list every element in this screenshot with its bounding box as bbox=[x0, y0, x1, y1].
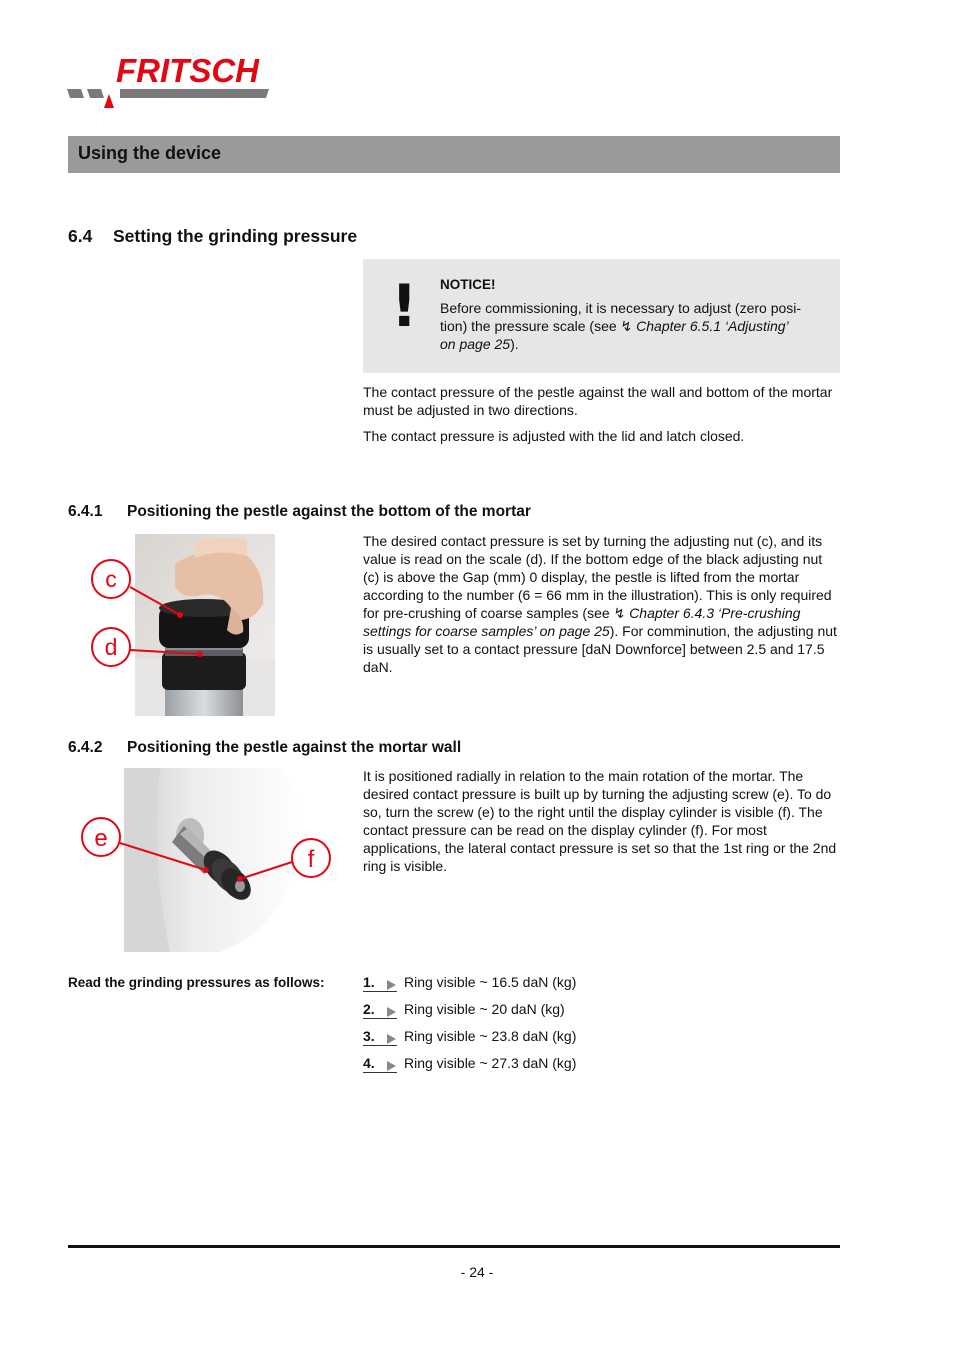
notice-title: NOTICE! bbox=[440, 277, 496, 292]
heading-6-4-2-title: Positioning the pestle against the mortar wall bbox=[127, 739, 462, 756]
figure-2-callouts bbox=[80, 815, 335, 885]
page-number: - 24 - bbox=[460, 1264, 494, 1280]
steps-label: Read the grinding pressures as follows: bbox=[68, 975, 325, 990]
heading-6-4 bbox=[68, 226, 357, 247]
notice-box bbox=[363, 259, 840, 373]
section-header-bar bbox=[68, 136, 840, 173]
section-header-title: Using the device bbox=[78, 143, 222, 163]
callout-c-label: c bbox=[105, 566, 117, 592]
step-number: 2. bbox=[363, 1001, 397, 1019]
step-arrow-icon bbox=[387, 980, 396, 990]
callout-d-label: d bbox=[104, 634, 118, 660]
step-number: 4. bbox=[363, 1055, 397, 1073]
step-arrow-icon bbox=[387, 1034, 396, 1044]
step-number: 3. bbox=[363, 1028, 397, 1046]
heading-6-4-number: 6.4 bbox=[68, 226, 93, 246]
step-text: Ring visible ~ 23.8 daN (kg) bbox=[404, 1028, 577, 1044]
notice-chapter-link[interactable]: Chapter 6.5.1 ‘Adjusting’ bbox=[636, 318, 789, 334]
fritsch-logo bbox=[66, 52, 282, 112]
heading-6-4-1-title: Positioning the pestle against the bottom of the mortar bbox=[127, 503, 531, 520]
heading-6-4-2-number: 6.4.2 bbox=[68, 739, 103, 756]
exclamation-icon: ! bbox=[391, 272, 418, 340]
step-number: 1. bbox=[363, 974, 397, 992]
paragraph-6-4-1: The desired contact pressure is set by turning the adjusting nut (c), and its value is read on the scale (d). If the bottom edge of the black adjusting nut (c) is above the Gap (mm) 0 display, the pestle is lifted from the mortar according to the number (6 = 66 mm in the illustration). This is only required for pre-crushing of coarse samples (see ↯ Chapter 6.4.3 ‘Pre-crushing settings for coarse samples’ on page 25). For comminution, the adjusting nut is usually set to a contact pressure [daN Downforce] between 2.5 and 17.5 daN. bbox=[363, 533, 837, 675]
notice-page-link[interactable]: on page 25 bbox=[440, 336, 511, 352]
footer-divider bbox=[68, 1245, 840, 1248]
heading-6-4-2 bbox=[68, 739, 461, 757]
intro-paragraph-2: The contact pressure is adjusted with the lid and latch closed. bbox=[363, 428, 745, 444]
figure-1-callouts bbox=[80, 550, 220, 680]
paragraph-6-4-2: It is positioned radially in relation to the main rotation of the mortar. The desired contact pressure is built up by turning the adjusting screw (e). To do so, turn the screw (e) to the right until the display cylinder is visible (f). The contact pressure can be read on the display cylinder (f). For most applications, the lateral contact pressure is set so that the 1st ring or the 2nd ring is visible. bbox=[363, 768, 837, 874]
notice-text: Before commissioning, it is necessary to adjust (zero posi- tion) the pressure scale (see ↯ Chapter 6.5.1 ‘Adjusting’ on page 25). bbox=[440, 300, 802, 352]
step-text: Ring visible ~ 27.3 daN (kg) bbox=[404, 1055, 577, 1071]
chapter-6-4-3-link[interactable]: Chapter 6.4.3 ‘Pre-crushing settings for coarse samples’ on page 25 bbox=[363, 605, 801, 639]
callout-f-label: f bbox=[307, 846, 315, 873]
intro-paragraph-1: The contact pressure of the pestle against the wall and bottom of the mortar must be adjusted in two directions. bbox=[363, 384, 833, 418]
step-text: Ring visible ~ 16.5 daN (kg) bbox=[404, 974, 577, 990]
heading-6-4-1 bbox=[68, 503, 531, 521]
heading-6-4-1-number: 6.4.1 bbox=[68, 503, 103, 520]
step-arrow-icon bbox=[387, 1007, 396, 1017]
heading-6-4-title: Setting the grinding pressure bbox=[113, 226, 358, 246]
step-arrow-icon bbox=[387, 1061, 396, 1071]
callout-e-label: e bbox=[94, 825, 108, 852]
logo-text: FRITSCH bbox=[116, 52, 259, 89]
step-text: Ring visible ~ 20 daN (kg) bbox=[404, 1001, 565, 1017]
link-arrow-icon: ↯ bbox=[613, 605, 626, 621]
link-arrow-icon: ↯ bbox=[620, 318, 633, 334]
